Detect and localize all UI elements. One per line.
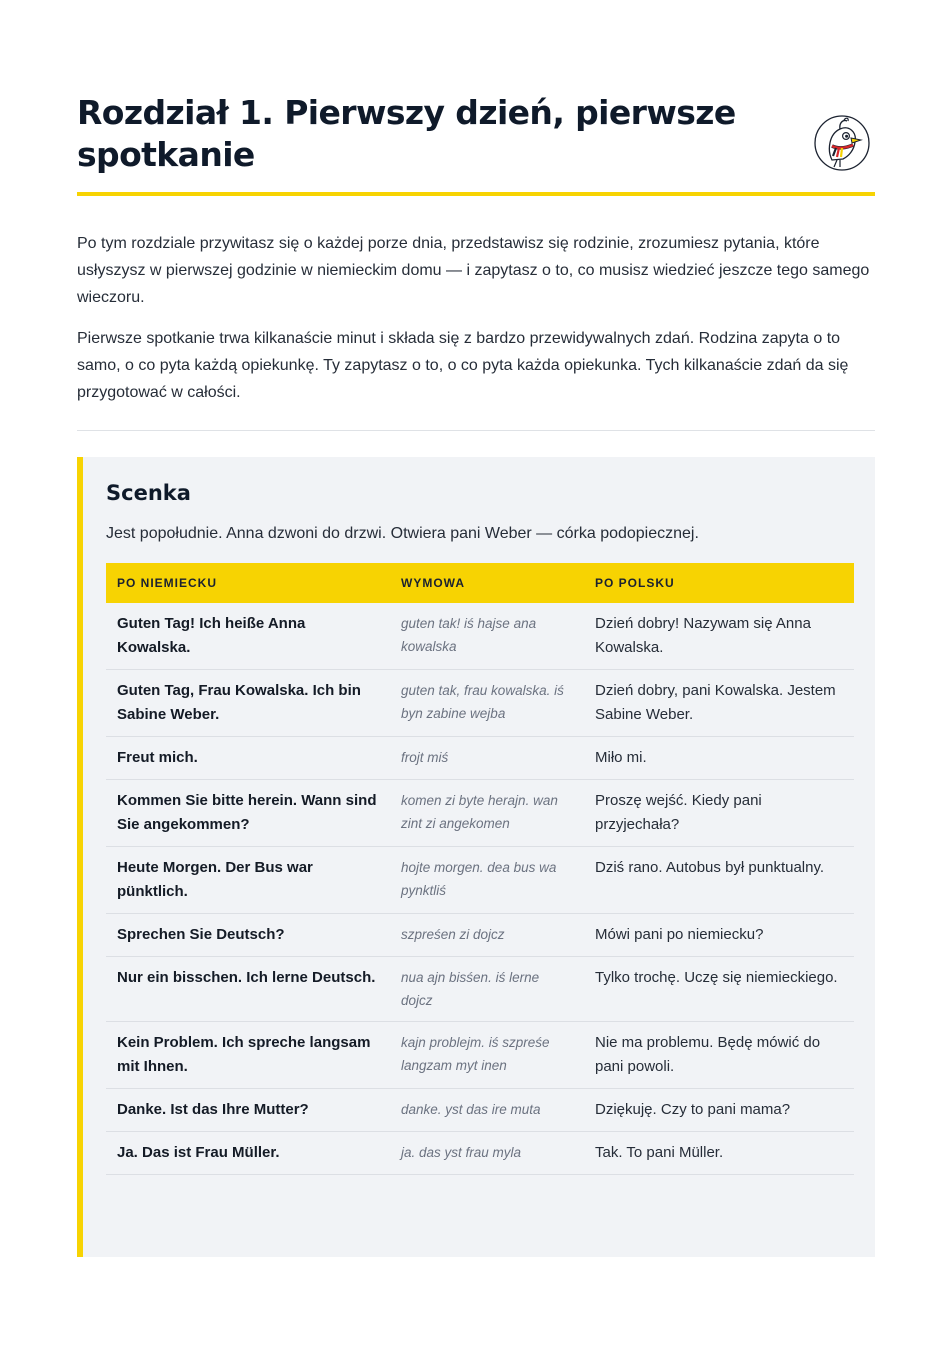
intro-paragraph: Po tym rozdziale przywitasz się o każdej porze dnia, przedstawisz się rodzinie, zrozumiesz pytania, które usłyszysz w pierwszej godzinie w niemieckim domu — i zapytasz o to, co musisz wiedzieć jeszcze tego samego wieczoru.: [77, 235, 870, 306]
pronunciation: kajn problejm. iś szpreśe langzam myt inen: [390, 1022, 584, 1089]
page: [77, 0, 875, 1161]
polish-translation: Dziękuję. Czy to pani mama?: [584, 1089, 854, 1132]
pronunciation: frojt miś: [390, 737, 584, 780]
scene-title: Scenka: [106, 481, 191, 505]
polish-translation: Nie ma problemu. Będę mówić do pani powoli.: [584, 1022, 854, 1089]
table-row: [106, 1022, 854, 1089]
german-phrase: Kommen Sie bitte herein. Wann sind Sie angekommen?: [106, 780, 390, 847]
table-header-row: [106, 563, 854, 603]
intro-text: [77, 230, 875, 406]
intro-paragraph: Pierwsze spotkanie trwa kilkanaście minut i składa się z bardzo przewidywalnych zdań. Rodzina zapyta o to samo, o co pyta każdą opiekunkę. Ty zapytasz o to, o co pyta każda opiekunka. Tych kilkanaście zdań da się przygotować w całości.: [77, 330, 849, 401]
pronunciation: danke. yst das ire muta: [390, 1089, 584, 1132]
scene-box: [77, 457, 875, 1257]
polish-translation: Tak. To pani Müller.: [584, 1132, 854, 1175]
chapter-title: Rozdział 1. Pierwszy dzień, pierwsze spotkanie: [77, 93, 736, 174]
pronunciation: hojte morgen. dea bus wa pynktliś: [390, 847, 584, 914]
polish-translation: Proszę wejść. Kiedy pani przyjechała?: [584, 780, 854, 847]
table-row: [106, 603, 854, 670]
pronunciation: szpreśen zi dojcz: [390, 914, 584, 957]
pronunciation: komen zi byte herajn. wan zint zi angekomen: [390, 780, 584, 847]
polish-translation: Tylko trochę. Uczę się niemieckiego.: [584, 957, 854, 1022]
pronunciation: ja. das yst frau myla: [390, 1132, 584, 1175]
polish-translation: Dziś rano. Autobus był punktualny.: [584, 847, 854, 914]
german-phrase: Sprechen Sie Deutsch?: [106, 914, 390, 957]
german-phrase: Nur ein bisschen. Ich lerne Deutsch.: [106, 957, 390, 1022]
dialogue-table: [106, 563, 854, 1175]
german-phrase: Guten Tag! Ich heiße Anna Kowalska.: [106, 603, 390, 670]
table-row: [106, 1132, 854, 1175]
polish-translation: Dzień dobry! Nazywam się Anna Kowalska.: [584, 603, 854, 670]
scene-description: Jest popołudnie. Anna dzwoni do drzwi. Otwiera pani Weber — córka podopiecznej.: [106, 525, 699, 542]
column-header-german: PO NIEMIECKU: [106, 563, 390, 603]
german-phrase: Freut mich.: [106, 737, 390, 780]
table-row: [106, 670, 854, 737]
table-row: [106, 1089, 854, 1132]
pronunciation: guten tak, frau kowalska. iś byn zabine wejba: [390, 670, 584, 737]
german-phrase: Danke. Ist das Ihre Mutter?: [106, 1089, 390, 1132]
table-row: [106, 914, 854, 957]
german-phrase: Kein Problem. Ich spreche langsam mit Ihnen.: [106, 1022, 390, 1089]
polish-translation: Miło mi.: [584, 737, 854, 780]
german-phrase: Guten Tag, Frau Kowalska. Ich bin Sabine Weber.: [106, 670, 390, 737]
table-row: [106, 737, 854, 780]
pronunciation: nua ajn bisśen. iś lerne dojcz: [390, 957, 584, 1022]
polish-translation: Dzień dobry, pani Kowalska. Jestem Sabine Weber.: [584, 670, 854, 737]
bird-mascot-icon: [813, 112, 871, 172]
german-phrase: Heute Morgen. Der Bus war pünktlich.: [106, 847, 390, 914]
german-phrase: Ja. Das ist Frau Müller.: [106, 1132, 390, 1175]
divider: [77, 430, 875, 431]
polish-translation: Mówi pani po niemiecku?: [584, 914, 854, 957]
table-row: [106, 847, 854, 914]
column-header-pronunciation: WYMOWA: [390, 563, 584, 603]
table-row: [106, 780, 854, 847]
table-row: [106, 957, 854, 1022]
column-header-polish: PO POLSKU: [584, 563, 854, 603]
chapter-header: [77, 0, 875, 196]
pronunciation: guten tak! iś hajse ana kowalska: [390, 603, 584, 670]
